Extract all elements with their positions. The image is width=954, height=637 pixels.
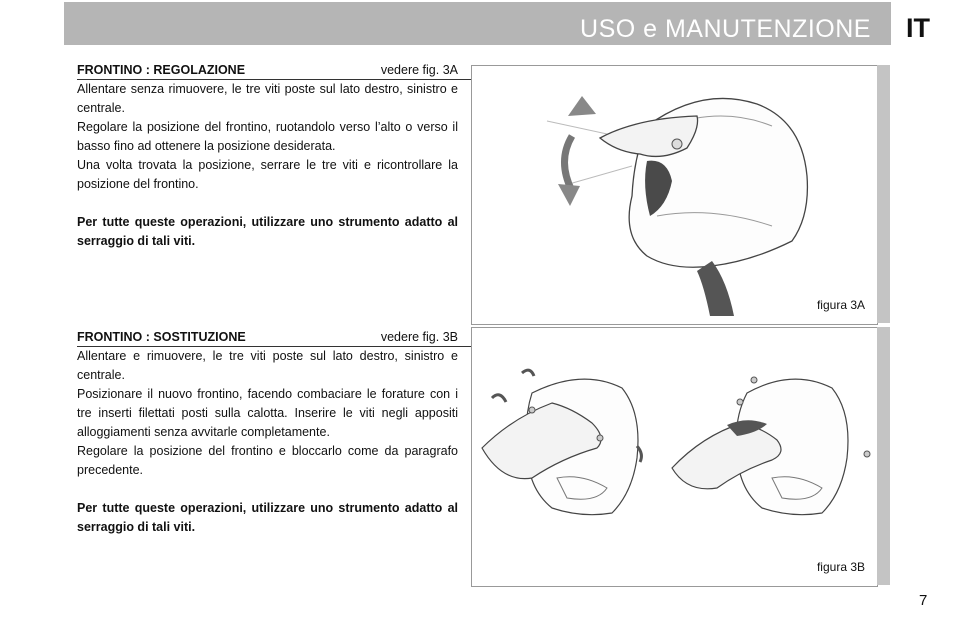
section1-paragraph-1: Allentare senza rimuovere, le tre viti poste sul lato destro, sinistro e centrale.	[77, 82, 458, 115]
screw-icon	[737, 399, 743, 405]
figure-3b	[471, 327, 878, 587]
section1-paragraph-3: Una volta trovata la posizione, serrare le tre viti e ricontrollare la posizione del frontino.	[77, 158, 458, 191]
section1-note: Per tutte queste operazioni, utilizzare uno strumento adatto al serraggio di tali viti.	[77, 215, 458, 248]
screw-icon	[751, 377, 757, 383]
language-code: IT	[906, 13, 930, 43]
arrow-down-icon	[558, 184, 580, 206]
helmet-adjust-illustration	[472, 66, 877, 324]
figure-3a-caption: figura 3A	[816, 298, 865, 312]
figure-3a	[471, 65, 878, 325]
section1-title: FRONTINO : REGOLAZIONE	[77, 63, 246, 77]
figure-3b-side-strip	[877, 327, 890, 585]
section1-heading	[77, 63, 458, 79]
figure-3b-caption: figura 3B	[816, 560, 865, 574]
section2-heading	[77, 330, 458, 346]
header-bar	[64, 2, 891, 45]
arrow-up-icon	[568, 96, 596, 116]
page-title: USO e MANUTENZIONE	[580, 15, 871, 43]
section2-paragraph-2: Posizionare il nuovo frontino, facendo combaciare le forature con i tre inserti filettati posti sulla calotta. Inserire le viti negli appositi alloggiamenti senza avvitarle completamente.	[77, 387, 458, 439]
section2-figure-ref: vedere fig. 3B	[380, 330, 458, 344]
helmet-peak	[600, 116, 698, 156]
rotate-arrow-icon	[492, 395, 506, 402]
section1-paragraph-2: Regolare la posizione del frontino, ruotandolo verso l’alto o verso il basso fino ad ottenere la posizione desiderata.	[77, 120, 458, 153]
screw-icon	[672, 139, 682, 149]
section2-note: Per tutte queste operazioni, utilizzare uno strumento adatto al serraggio di tali viti.	[77, 501, 458, 534]
section2-paragraph-3: Regolare la posizione del frontino e bloccarlo come da paragrafo precedente.	[77, 444, 458, 477]
rotate-arrow-icon	[522, 370, 534, 376]
page-number: 7	[919, 592, 928, 609]
section1-figure-ref: vedere fig. 3A	[380, 63, 458, 77]
screw-icon	[864, 451, 870, 457]
helmet-replace-illustration	[472, 328, 877, 586]
screw-icon	[597, 435, 603, 441]
figure-3a-side-strip	[877, 65, 890, 323]
screw-icon	[529, 407, 535, 413]
section2-paragraph-1: Allentare e rimuovere, le tre viti poste sul lato destro, sinistro e centrale.	[77, 349, 458, 382]
section2-title: FRONTINO : SOSTITUZIONE	[77, 330, 246, 344]
